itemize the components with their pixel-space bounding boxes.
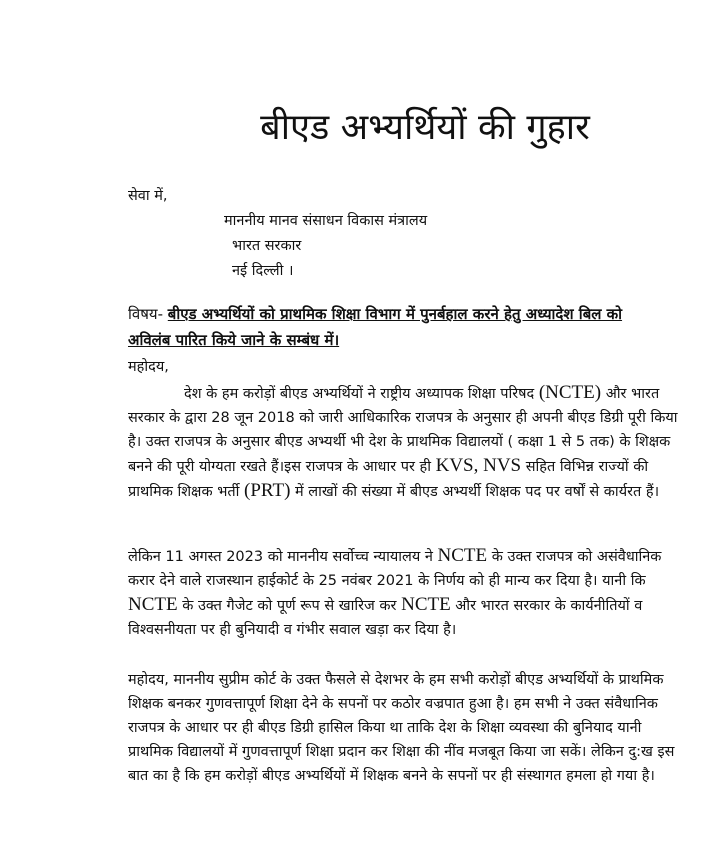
document-title: बीएड अभ्यर्थियों की गुहार [260,107,590,148]
text-run-large: (PRT) [244,480,291,501]
paragraph-line: प्राथमिक विद्यालयों में गुणवत्तापूर्ण शिक्षा प्रदान कर शिक्षा की नींव मजबूत किया जा सकें। लेकिन दु:ख इस [128,744,675,760]
text-run-large: NCTE [437,545,488,566]
paragraph-line [128,569,688,593]
paragraph-line [128,479,688,504]
text-run: है। उक्त राजपत्र के अनुसार बीएड अभ्यर्थी भी देश के प्राथमिक विद्यालयों ( कक्षा 1 से 5 तक) के शिक्षक [128,434,671,450]
text-run: विश्वसनीयता पर ही बुनियादी व गंभीर सवाल खड़ा कर दिया है। [128,622,457,638]
text-run: बनने की पूरी योग्यता रखते हैं।इस राजपत्र के आधार पर ही [128,459,436,475]
text-run: सरकार के द्वारा 28 जून 2018 को जारी आधिकारिक राजपत्र के अनुसार ही अपनी बीएड डिग्री पूरी किया [128,410,678,426]
salutation-to: सेवा में, [128,188,168,204]
paragraph-line [128,544,688,569]
subject-prefix: विषय- [128,305,168,323]
text-run-large: KVS, NVS [435,455,522,476]
paragraph-line: महोदय, माननीय सुप्रीम कोर्ट के उक्त फैसले से देशभर के हम सभी करोड़ों बीएड अभ्यर्थियों के प्राथमिक [128,672,664,688]
paragraph-3 [128,668,688,788]
subject-text-1: बीएड अभ्यर्थियों को प्राथमिक शिक्षा विभाग में पुनर्बहाल करने हेतु अध्यादेश बिल को [167,305,623,323]
paragraph-line: राजपत्र के आधार पर ही बीएड डिग्री हासिल किया था ताकि देश के शिक्षा व्यवस्था की बुनियाद यानी [128,720,642,736]
text-run: में लाखों की संख्या में बीएड अभ्यर्थी शिक्षक पद पर वर्षों से कार्यरत हैं। [290,484,660,500]
paragraph-line [128,454,688,479]
paragraph-1 [128,381,688,504]
text-run-large: NCTE [128,594,178,615]
text-run: सहित विभिन्न राज्यों की [521,459,649,475]
text-run: प्राथमिक शिक्षक भर्ती [128,484,245,500]
subject-line-1 [128,303,622,325]
paragraph-2 [128,544,688,642]
paragraph-line: शिक्षक बनकर गुणवत्तापूर्ण शिक्षा देने के सपनों पर कठोर वज्रपात हुआ है। हम सभी ने उक्त संवैधानिक [128,696,658,712]
greeting: महोदय, [128,359,169,375]
text-run-large: NCTE [401,594,451,615]
text-run: के उक्त राजपत्र को असंवैधानिक [487,549,662,565]
text-run: लेकिन 11 अगस्त 2023 को माननीय सर्वोच्च न्यायालय ने [128,549,438,565]
paragraph-line [128,406,688,430]
text-run-large: (NCTE) [538,382,602,403]
paragraph-line [128,381,688,406]
paragraph-line: बात का है कि हम करोड़ों बीएड अभ्यर्थियों में शिक्षक बनने के सपनों पर ही संस्थागत हमला हो गया है। [128,768,655,784]
address-line-2: भारत सरकार [232,238,302,254]
address-line-3: नई दिल्ली । [232,263,294,279]
address-line-1: माननीय मानव संसाधन विकास मंत्रालय [224,213,428,229]
subject-line-2 [128,329,339,351]
text-run: और भारत सरकार के कार्यनीतियों व [450,598,643,614]
paragraph-line [128,430,688,454]
text-run: करार देने वाले राजस्थान हाईकोर्ट के 25 नवंबर 2021 के निर्णय को ही मान्य कर दिया है। यानी कि [128,573,646,589]
text-run: के उक्त गैजेट को पूर्ण रूप से खारिज कर [177,598,402,614]
text-run: और भारत [601,386,660,402]
subject-text-2: अविलंब पारित किये जाने के सम्बंध में। [128,331,340,349]
text-run: देश के हम करोड़ों बीएड अभ्यर्थियों ने राष्ट्रीय अध्यापक शिक्षा परिषद [184,386,539,402]
paragraph-line [128,593,688,618]
paragraph-line [128,618,688,642]
